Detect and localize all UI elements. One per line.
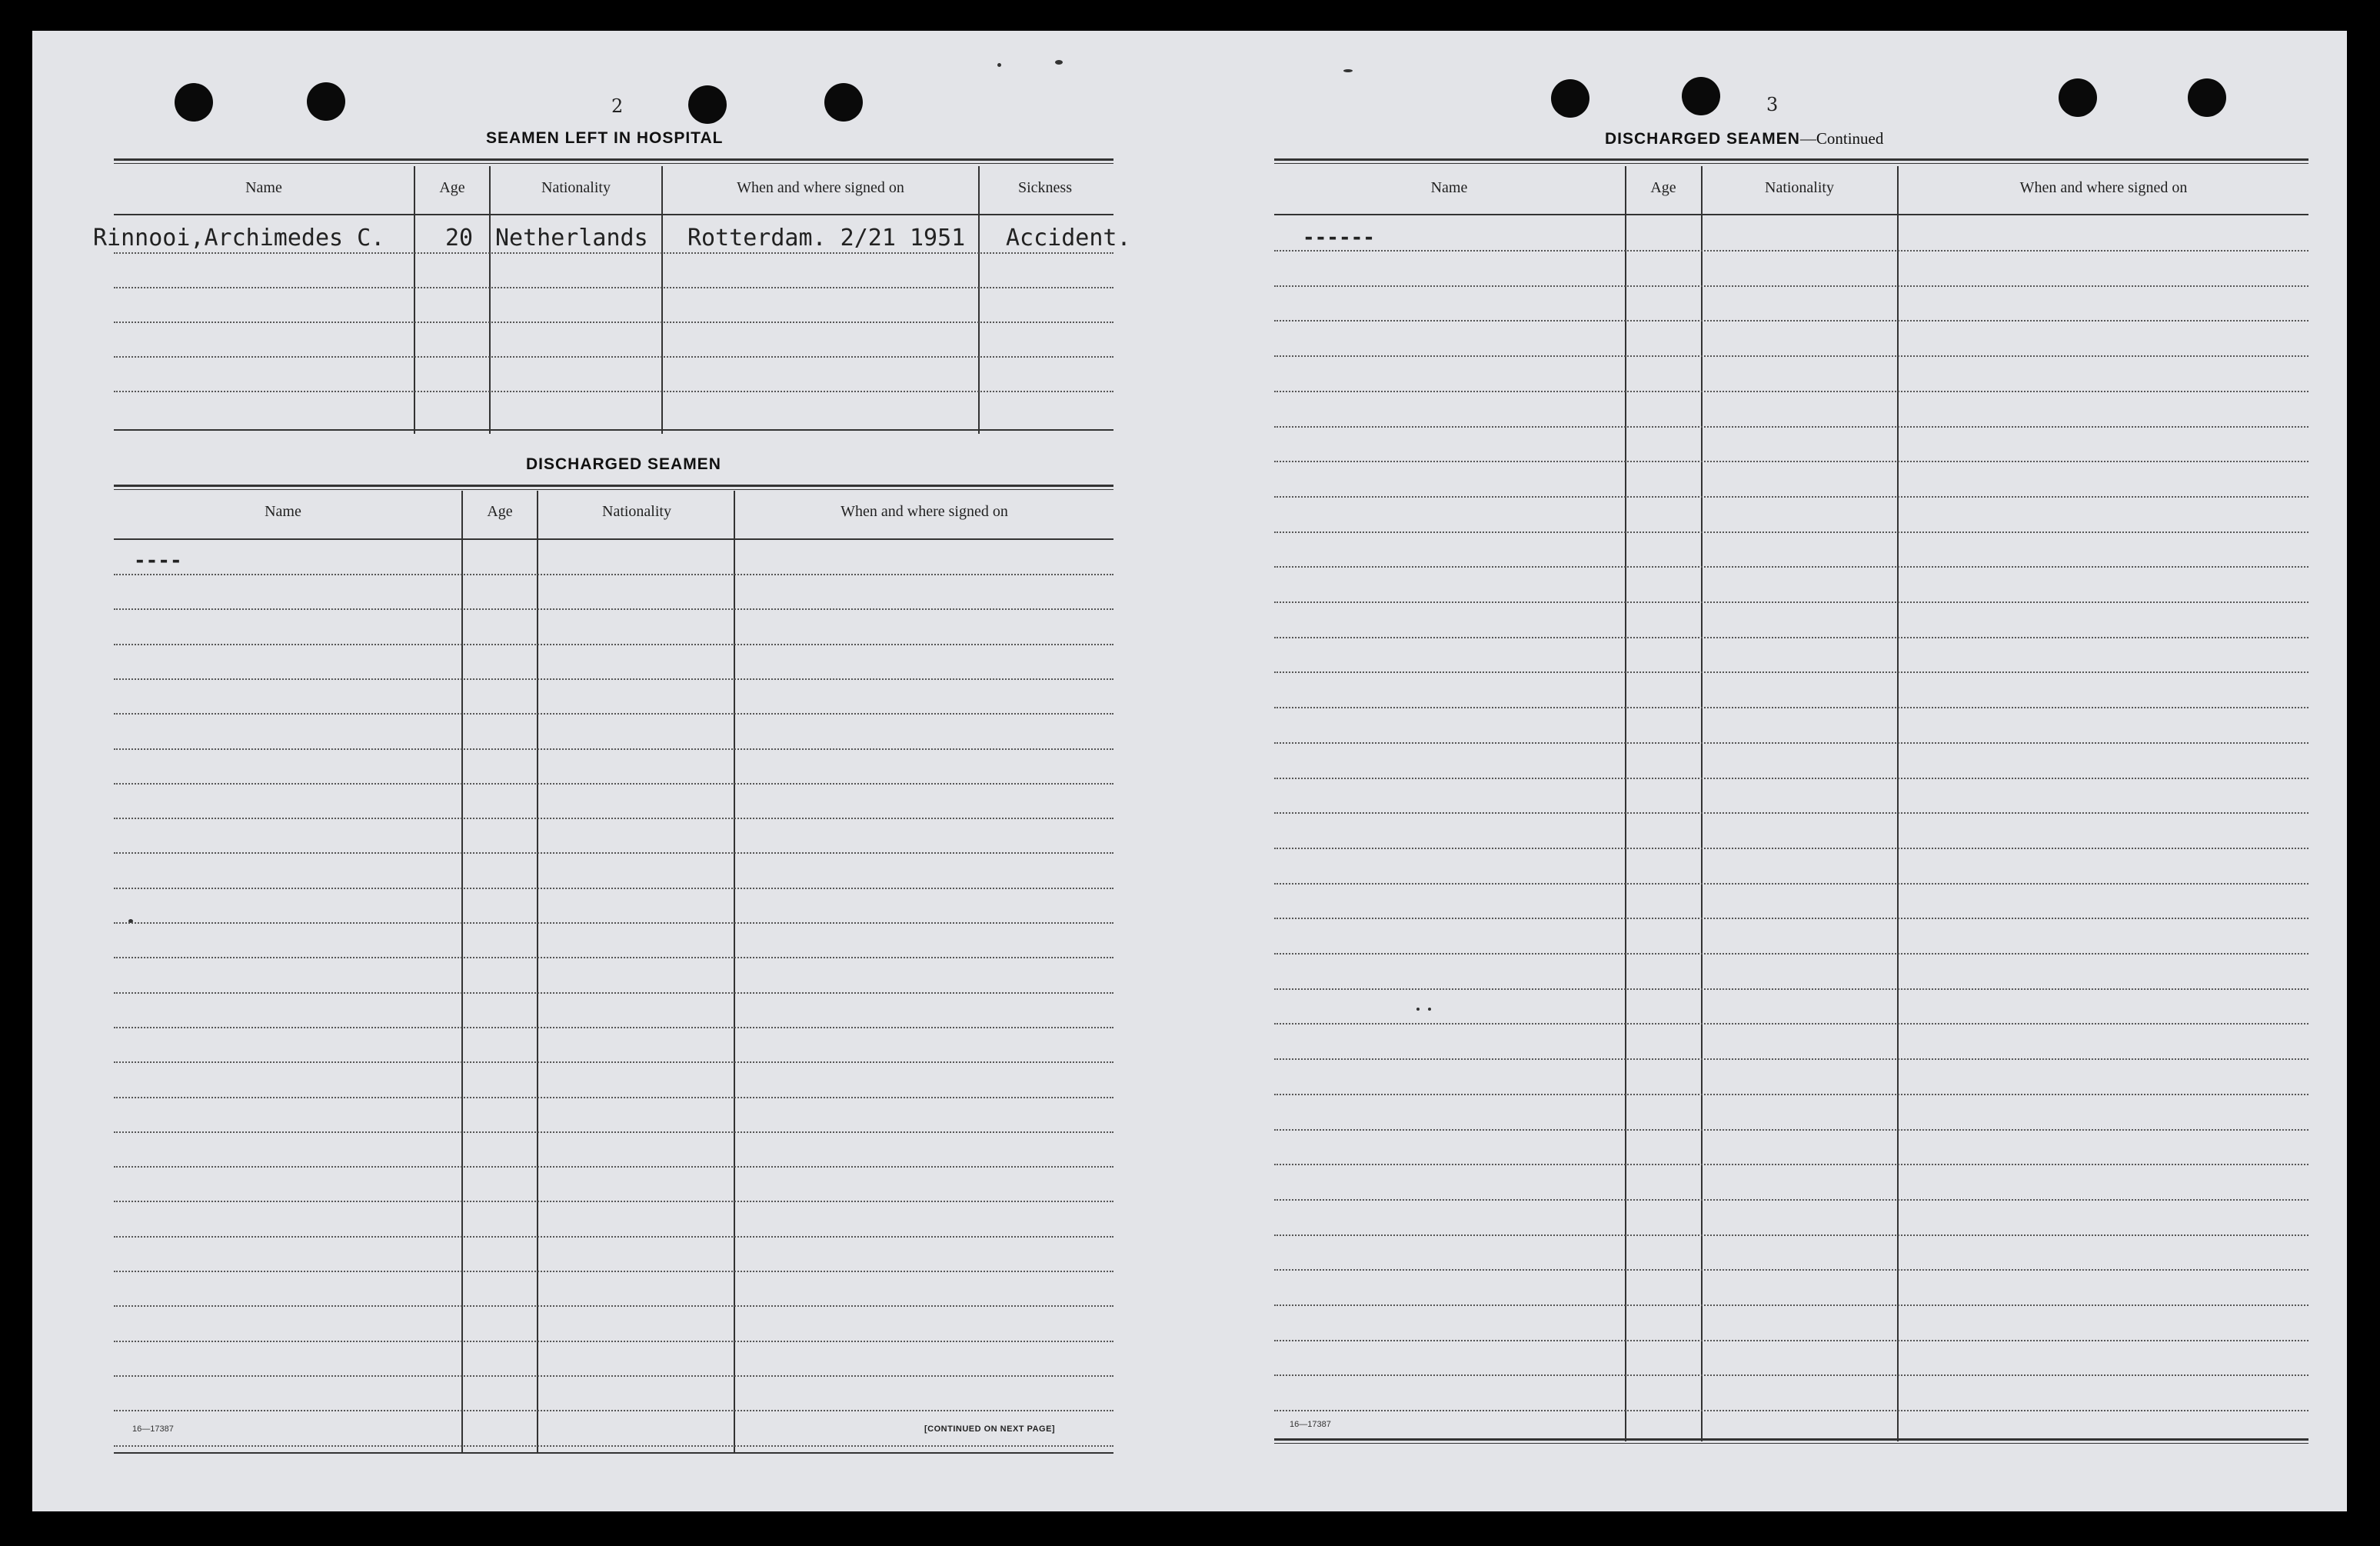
- table-row-line: [114, 992, 1113, 994]
- hospital-sickness-cell: Accident.: [1006, 225, 1131, 252]
- table-row-line: [114, 1445, 1113, 1447]
- table-row-line: [114, 748, 1113, 750]
- form-number: 16—17387: [132, 1424, 174, 1434]
- column-divider: [461, 491, 463, 1452]
- table-row-line: [1274, 285, 2308, 287]
- table-row-line: [114, 1271, 1113, 1272]
- col-header-sickness: Sickness: [1018, 179, 1072, 196]
- table-row-line: [114, 322, 1113, 323]
- header-rule: [114, 214, 1113, 215]
- col-header-age: Age: [1650, 179, 1676, 196]
- table-row-line: [114, 678, 1113, 680]
- punch-hole: [1551, 79, 1589, 118]
- col-header-signed-on: When and where signed on: [737, 179, 904, 196]
- table-row-line: [1274, 320, 2308, 322]
- table-row-line: [1274, 988, 2308, 990]
- table-row-line: [114, 818, 1113, 819]
- punch-hole: [824, 83, 863, 122]
- punch-hole: [2188, 78, 2226, 117]
- col-header-nationality: Nationality: [602, 503, 671, 520]
- table-row-line: [114, 1166, 1113, 1168]
- discharged-section-title: DISCHARGED SEAMEN: [526, 455, 721, 473]
- discharged-dash-entry: ----: [134, 549, 182, 572]
- table-row-line: [1274, 953, 2308, 955]
- form-number: 16—17387: [1290, 1420, 1331, 1429]
- table-row-line: [1274, 566, 2308, 568]
- table-row-line: [114, 783, 1113, 785]
- punch-hole: [307, 82, 345, 121]
- col-header-name: Name: [265, 503, 301, 520]
- table-row-line: [114, 1305, 1113, 1307]
- table-row-line: [114, 356, 1113, 358]
- table-row-line: [114, 1097, 1113, 1098]
- title-main: DISCHARGED SEAMEN: [1605, 130, 1800, 148]
- table-row-line: [1274, 848, 2308, 849]
- table-row-line: [114, 1341, 1113, 1342]
- table-row-line: [114, 1061, 1113, 1063]
- table-row-line: [114, 1131, 1113, 1133]
- discharged-dash-entry: ------: [1303, 226, 1375, 249]
- column-divider: [1897, 166, 1899, 1441]
- punch-hole: [1682, 77, 1720, 115]
- table-row-line: [1274, 812, 2308, 814]
- speck: [1343, 69, 1353, 72]
- document-sheet: [32, 31, 2347, 1511]
- table-row-line: [1274, 496, 2308, 498]
- column-divider: [1625, 166, 1626, 1441]
- table-row-line: [114, 1375, 1113, 1377]
- table-row-line: [114, 713, 1113, 715]
- speck: [1055, 60, 1063, 65]
- table-row-line: [1274, 742, 2308, 744]
- col-header-age: Age: [487, 503, 513, 520]
- table-row-line: [114, 1236, 1113, 1238]
- table-row-line: [114, 644, 1113, 645]
- table-row-line: [1274, 1058, 2308, 1060]
- column-divider: [1701, 166, 1703, 1441]
- table-row-line: [1274, 426, 2308, 428]
- table-row-line: [1274, 883, 2308, 885]
- table-bottom-rule: [114, 1452, 1113, 1454]
- discharged-continued-title: [1605, 129, 1883, 148]
- hospital-age-cell: 20: [445, 225, 474, 252]
- title-rule: [1274, 158, 2308, 164]
- table-row-line: [1274, 1199, 2308, 1201]
- table-row-line: [1274, 1340, 2308, 1341]
- table-row-line: [114, 1027, 1113, 1028]
- header-rule: [1274, 214, 2308, 215]
- table-bottom-rule: [1274, 1438, 2308, 1444]
- table-row-line: [1274, 778, 2308, 779]
- table-row-line: [1274, 637, 2308, 638]
- punch-hole: [688, 85, 727, 124]
- table-row-line: [114, 922, 1113, 924]
- table-row-line: [114, 608, 1113, 610]
- punch-hole: [175, 83, 213, 122]
- col-header-nationality: Nationality: [1765, 179, 1834, 196]
- header-rule: [114, 538, 1113, 540]
- table-row-line: [114, 1410, 1113, 1411]
- table-row-line: [114, 391, 1113, 392]
- table-bottom-rule: [114, 429, 1113, 431]
- column-divider: [414, 166, 415, 434]
- table-row-line: [114, 1201, 1113, 1202]
- table-row-line: [1274, 461, 2308, 462]
- table-row-line: [1274, 1374, 2308, 1376]
- col-header-signed-on: When and where signed on: [840, 503, 1008, 520]
- table-row-line: [1274, 531, 2308, 533]
- column-divider: [489, 166, 491, 434]
- continued-note: [CONTINUED ON NEXT PAGE]: [924, 1424, 1056, 1434]
- col-header-nationality: Nationality: [541, 179, 611, 196]
- table-row-line: [1274, 1129, 2308, 1131]
- table-row-line: [114, 888, 1113, 889]
- column-divider: [978, 166, 980, 434]
- table-row-line: [1274, 1094, 2308, 1095]
- hospital-section-title: SEAMEN LEFT IN HOSPITAL: [486, 129, 724, 147]
- title-rule: [114, 158, 1113, 164]
- col-header-age: Age: [439, 179, 465, 196]
- table-row-line: [1274, 391, 2308, 392]
- table-row-line: [114, 287, 1113, 288]
- col-header-signed-on: When and where signed on: [2019, 179, 2188, 196]
- page-number: 3: [1766, 94, 1779, 115]
- speck: [1416, 1008, 1420, 1011]
- table-row-line: [114, 574, 1113, 575]
- table-row-line: [1274, 1164, 2308, 1165]
- column-divider: [537, 491, 538, 1452]
- table-row-line: [1274, 1023, 2308, 1025]
- table-row-line: [1274, 918, 2308, 919]
- table-row-line: [114, 852, 1113, 854]
- column-divider: [734, 491, 735, 1452]
- punch-hole: [2059, 78, 2097, 117]
- table-row-line: [1274, 250, 2308, 252]
- table-row-line: [1274, 1269, 2308, 1271]
- speck: [1428, 1008, 1431, 1011]
- hospital-name-cell: Rinnooi,Archimedes C.: [93, 225, 385, 252]
- column-divider: [661, 166, 663, 434]
- page-number: 2: [611, 95, 624, 117]
- table-row-line: [114, 957, 1113, 958]
- table-row-line: [1274, 1234, 2308, 1236]
- table-row-line: [1274, 1304, 2308, 1306]
- speck: [997, 63, 1001, 67]
- col-header-name: Name: [1430, 179, 1468, 196]
- col-header-name: Name: [245, 179, 282, 196]
- table-row-line: [1274, 707, 2308, 708]
- hospital-nationality-cell: Netherlands: [495, 225, 648, 252]
- table-row-line: [1274, 671, 2308, 673]
- table-row-line: [1274, 355, 2308, 357]
- table-row-line: [1274, 601, 2308, 603]
- title-rule: [114, 485, 1113, 490]
- hospital-signed-on-cell: Rotterdam. 2/21 1951: [687, 225, 966, 252]
- table-row-line: [1274, 1410, 2308, 1411]
- title-suffix: —Continued: [1799, 129, 1884, 148]
- table-row-line: [114, 252, 1113, 254]
